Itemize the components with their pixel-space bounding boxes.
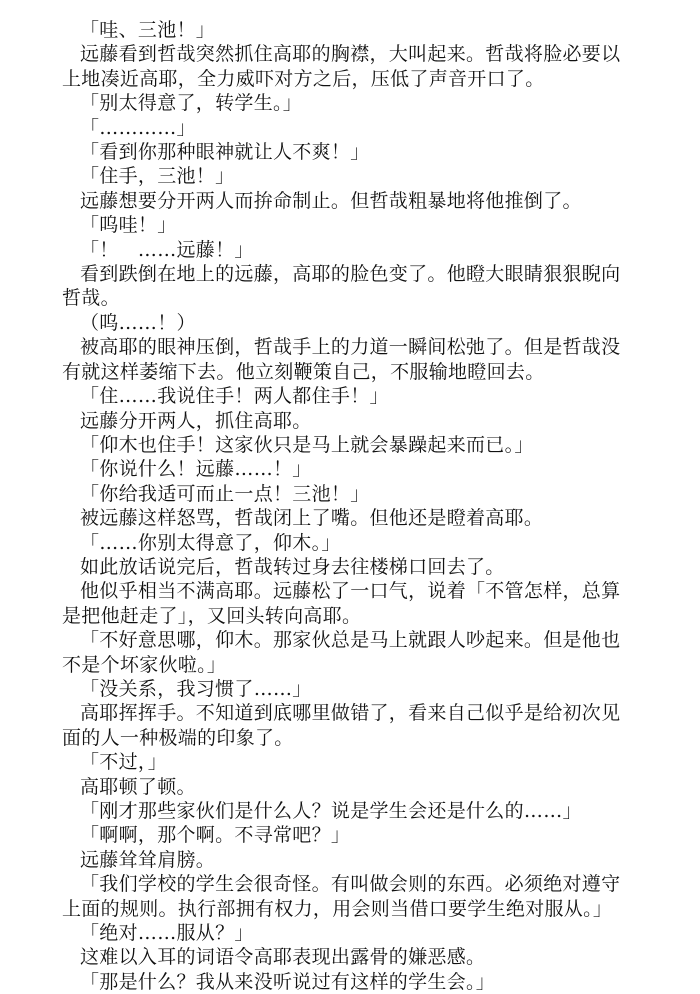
text-line: 面的人一种极端的印象了。 [62,726,294,749]
text-line: 「住……我说住手！两人都住手！」 [80,385,389,408]
text-line: 远藤想要分开两人而拚命制止。但哲哉粗暴地将他推倒了。 [80,189,582,212]
text-line: 远藤看到哲哉突然抓住高耶的胸襟，大叫起来。哲哉将脸必要以 [80,43,621,66]
text-line: 「哇、三池！」 [80,19,216,41]
text-line: 「仰木也住手！这家伙只是马上就会暴躁起来而已。」 [80,433,534,456]
text-line: 「！ ……远藤！」 [80,238,254,261]
body-text [62,18,640,994]
text-line: 「看到你那种眼神就让人不爽！」 [80,141,370,164]
text-line: 高耶顿了顿。 [80,775,196,798]
text-line: 「…………」 [80,116,196,139]
text-line: 被远藤这样怒骂，哲哉闭上了嘴。但他还是瞪着高耶。 [80,507,544,530]
text-line: 「那是什么？我从来没听说过有这样的学生会。」 [80,970,496,993]
text-line: 是把他赶走了」，又回头转向高耶。 [62,604,362,627]
text-line: 上地凑近高耶，全力威吓对方之后，压低了声音开口了。 [62,67,545,90]
text-line: 「不过，」 [80,751,168,774]
text-line: 「……你别太得意了，仰木。」 [80,531,341,554]
text-line: 「别太得意了，转学生。」 [80,92,303,115]
text-line: 被高耶的眼神压倒，哲哉手上的力道一瞬间松弛了。但是哲哉没 [80,336,621,359]
text-line: 「啊啊，那个啊。不寻常吧？」 [80,824,351,847]
text-line: 「我们学校的学生会很奇怪。有叫做会则的东西。必须绝对遵守 [80,873,621,896]
text-line: 「你说什么！远藤……！」 [80,458,312,481]
text-line: 他似乎相当不满高耶。远藤松了一口气，说着「不管怎样，总算 [80,580,621,603]
text-line: 「你给我适可而止一点！三池！」 [80,482,370,505]
text-line: 如此放话说完后，哲哉转过身去往楼梯口回去了。 [80,555,505,578]
text-line: 远藤耸耸肩膀。 [80,848,216,871]
text-line: 「绝对……服从？」 [80,922,254,945]
text-line: 高耶挥挥手。不知道到底哪里做错了，看来自己似乎是给初次见 [80,702,621,725]
text-line: 不是个坏家伙啦。」 [62,653,227,676]
text-line: 「不好意思哪，仰木。那家伙总是马上就跟人吵起来。但是他也 [80,629,621,652]
text-line: 这难以入耳的词语令高耶表现出露骨的嫌恶感。 [80,946,486,969]
text-line: 上面的规则。执行部拥有权力，用会则当借口要学生绝对服从。」 [62,897,613,920]
text-line: 有就这样萎缩下去。他立刻鞭策自己，不服输地瞪回去。 [62,360,545,383]
text-line: 看到跌倒在地上的远藤，高耶的脸色变了。他瞪大眼睛狠狠睨向 [80,263,621,286]
text-line: 远藤分开两人，抓住高耶。 [80,409,312,432]
text-line: 哲哉。 [62,287,120,310]
text-line: 「呜哇！」 [80,214,177,237]
text-line: 「没关系，我习惯了……」 [80,677,312,700]
text-line: （呜……！） [80,311,196,334]
text-line: 「刚才那些家伙们是什么人？说是学生会还是什么的……」 [80,800,582,822]
text-line: 「住手，三池！」 [80,165,235,188]
